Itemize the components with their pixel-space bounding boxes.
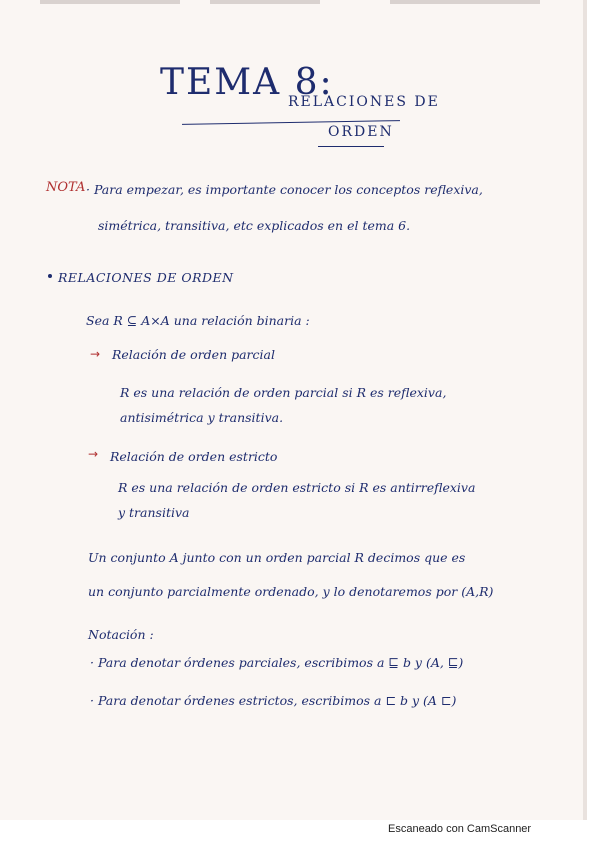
strict-order-line-1: R es una relación de orden estricto si R es antirreflexiva [118, 480, 476, 495]
partial-arrow-icon: → [90, 347, 101, 361]
partial-order-line-2: antisimétrica y transitiva. [120, 410, 284, 425]
note-label: NOTA [46, 180, 86, 195]
note-line-1: · Para empezar, es importante conocer los conceptos reflexiva, [86, 182, 483, 197]
page-title: TEMA 8: [160, 62, 334, 103]
strict-arrow-icon: → [88, 447, 99, 461]
strict-order-title: Relación de orden estricto [110, 449, 278, 464]
page-subtitle-line2: ORDEN [328, 124, 394, 140]
top-bleed-mark [210, 0, 320, 4]
top-bleed-mark [40, 0, 180, 4]
section-heading: RELACIONES DE ORDEN [58, 270, 234, 285]
page-subtitle-line1: RELACIONES DE [288, 94, 440, 110]
subtitle-underline [318, 146, 384, 147]
scanner-watermark: Escaneado con CamScanner [388, 823, 532, 835]
strict-order-line-2: y transitiva [118, 505, 190, 520]
poset-line-2: un conjunto parcialmente ordenado, y lo denotaremos por (A,R) [88, 584, 494, 599]
partial-order-line-1: R es una relación de orden parcial si R es reflexiva, [120, 385, 447, 400]
poset-line-1: Un conjunto A junto con un orden parcial R decimos que es [88, 550, 466, 565]
note-line-2: simétrica, transitiva, etc explicados en el tema 6. [98, 218, 411, 233]
partial-order-title: Relación de orden parcial [112, 347, 275, 362]
top-bleed-mark [390, 0, 540, 4]
notation-item-1: · Para denotar órdenes parciales, escribimos a ⊑ b y (A, ⊑) [90, 655, 464, 670]
notation-item-2: · Para denotar órdenes estrictos, escribimos a ⊏ b y (A ⊏) [90, 693, 457, 708]
paper-edge [583, 0, 587, 820]
notation-heading: Notación : [88, 627, 154, 642]
definition-intro: Sea R ⊆ A×A una relación binaria : [86, 313, 310, 328]
section-bullet [48, 274, 52, 278]
